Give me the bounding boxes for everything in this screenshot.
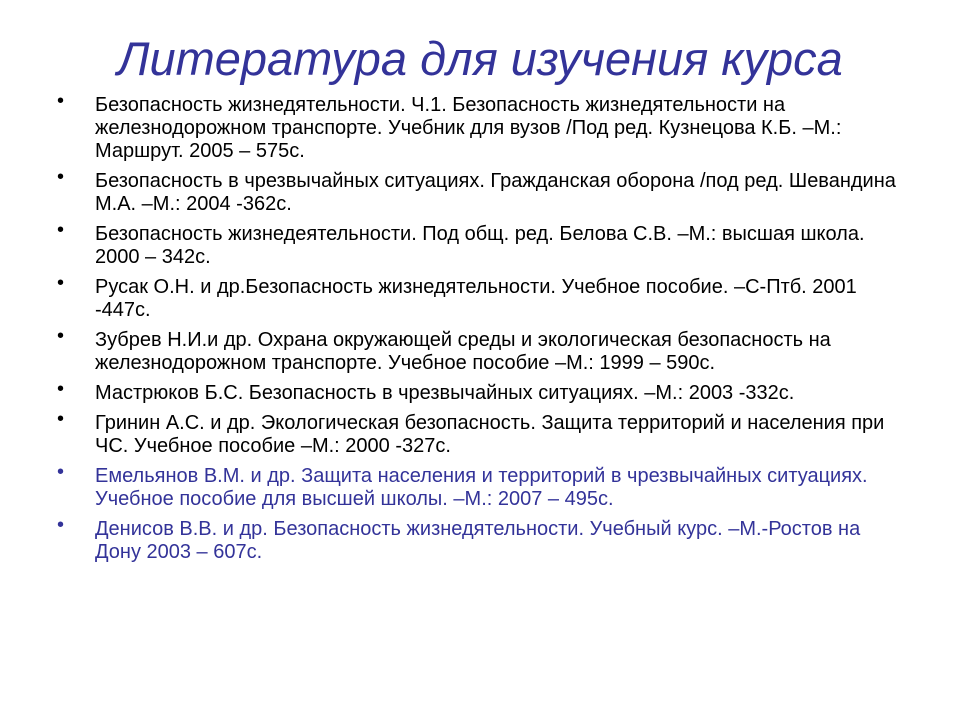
reference-item [55,90,905,163]
reference-text: Зубрев Н.И.и др. Охрана окружающей среды и экологическая безопасность на железнодорожном транспорте. Учебное пособие –М.: 1999 – 590с. [95,329,831,374]
reference-list [55,90,905,571]
reference-item [55,166,905,216]
reference-item [55,272,905,322]
reference-item [55,219,905,269]
bullet-icon: • [57,461,65,483]
bullet-icon: • [57,378,65,400]
reference-text: Безопасность жизнедеятельности. Под общ. ред. Белова С.В. –М.: высшая школа. 2000 – 342с. [95,223,865,268]
reference-item [55,514,905,564]
bullet-icon: • [57,408,65,430]
reference-text: Безопасность в чрезвычайных ситуациях. Гражданская оборона /под ред. Шевандина М.А. –М.: 2004 -362с. [95,170,896,215]
reference-item [55,378,905,405]
bullet-icon: • [57,514,65,536]
reference-text: Гринин А.С. и др. Экологическая безопасность. Защита территорий и населения при ЧС. Учебное пособие –М.: 2000 -327с. [95,412,885,457]
reference-text: Русак О.Н. и др.Безопасность жизнедятельности. Учебное пособие. –С-Птб. 2001 -447с. [95,276,857,321]
slide-title: Литература для изучения курса [117,32,843,85]
bullet-icon: • [57,90,65,112]
reference-item [55,325,905,375]
reference-text: Безопасность жизнедятельности. Ч.1. Безопасность жизнедятельности на железнодорожном транспорте. Учебник для вузов /Под ред. Кузнецова К.Б. –М.: Маршрут. 2005 – 575с. [95,94,842,162]
reference-item [55,408,905,458]
reference-text: Емельянов В.М. и др. Защита населения и территорий в чрезвычайных ситуациях. Учебное пособие для высшей школы. –М.: 2007 – 495с. [95,465,868,510]
bullet-icon: • [57,272,65,294]
bullet-icon: • [57,325,65,347]
bullet-icon: • [57,166,65,188]
reference-item [55,461,905,511]
bullet-icon: • [57,219,65,241]
reference-text: Денисов В.В. и др. Безопасность жизнедятельности. Учебный курс. –М.-Ростов на Дону 2003 – 607с. [95,518,861,563]
reference-text: Мастрюков Б.С. Безопасность в чрезвычайных ситуациях. –М.: 2003 -332с. [95,382,795,404]
